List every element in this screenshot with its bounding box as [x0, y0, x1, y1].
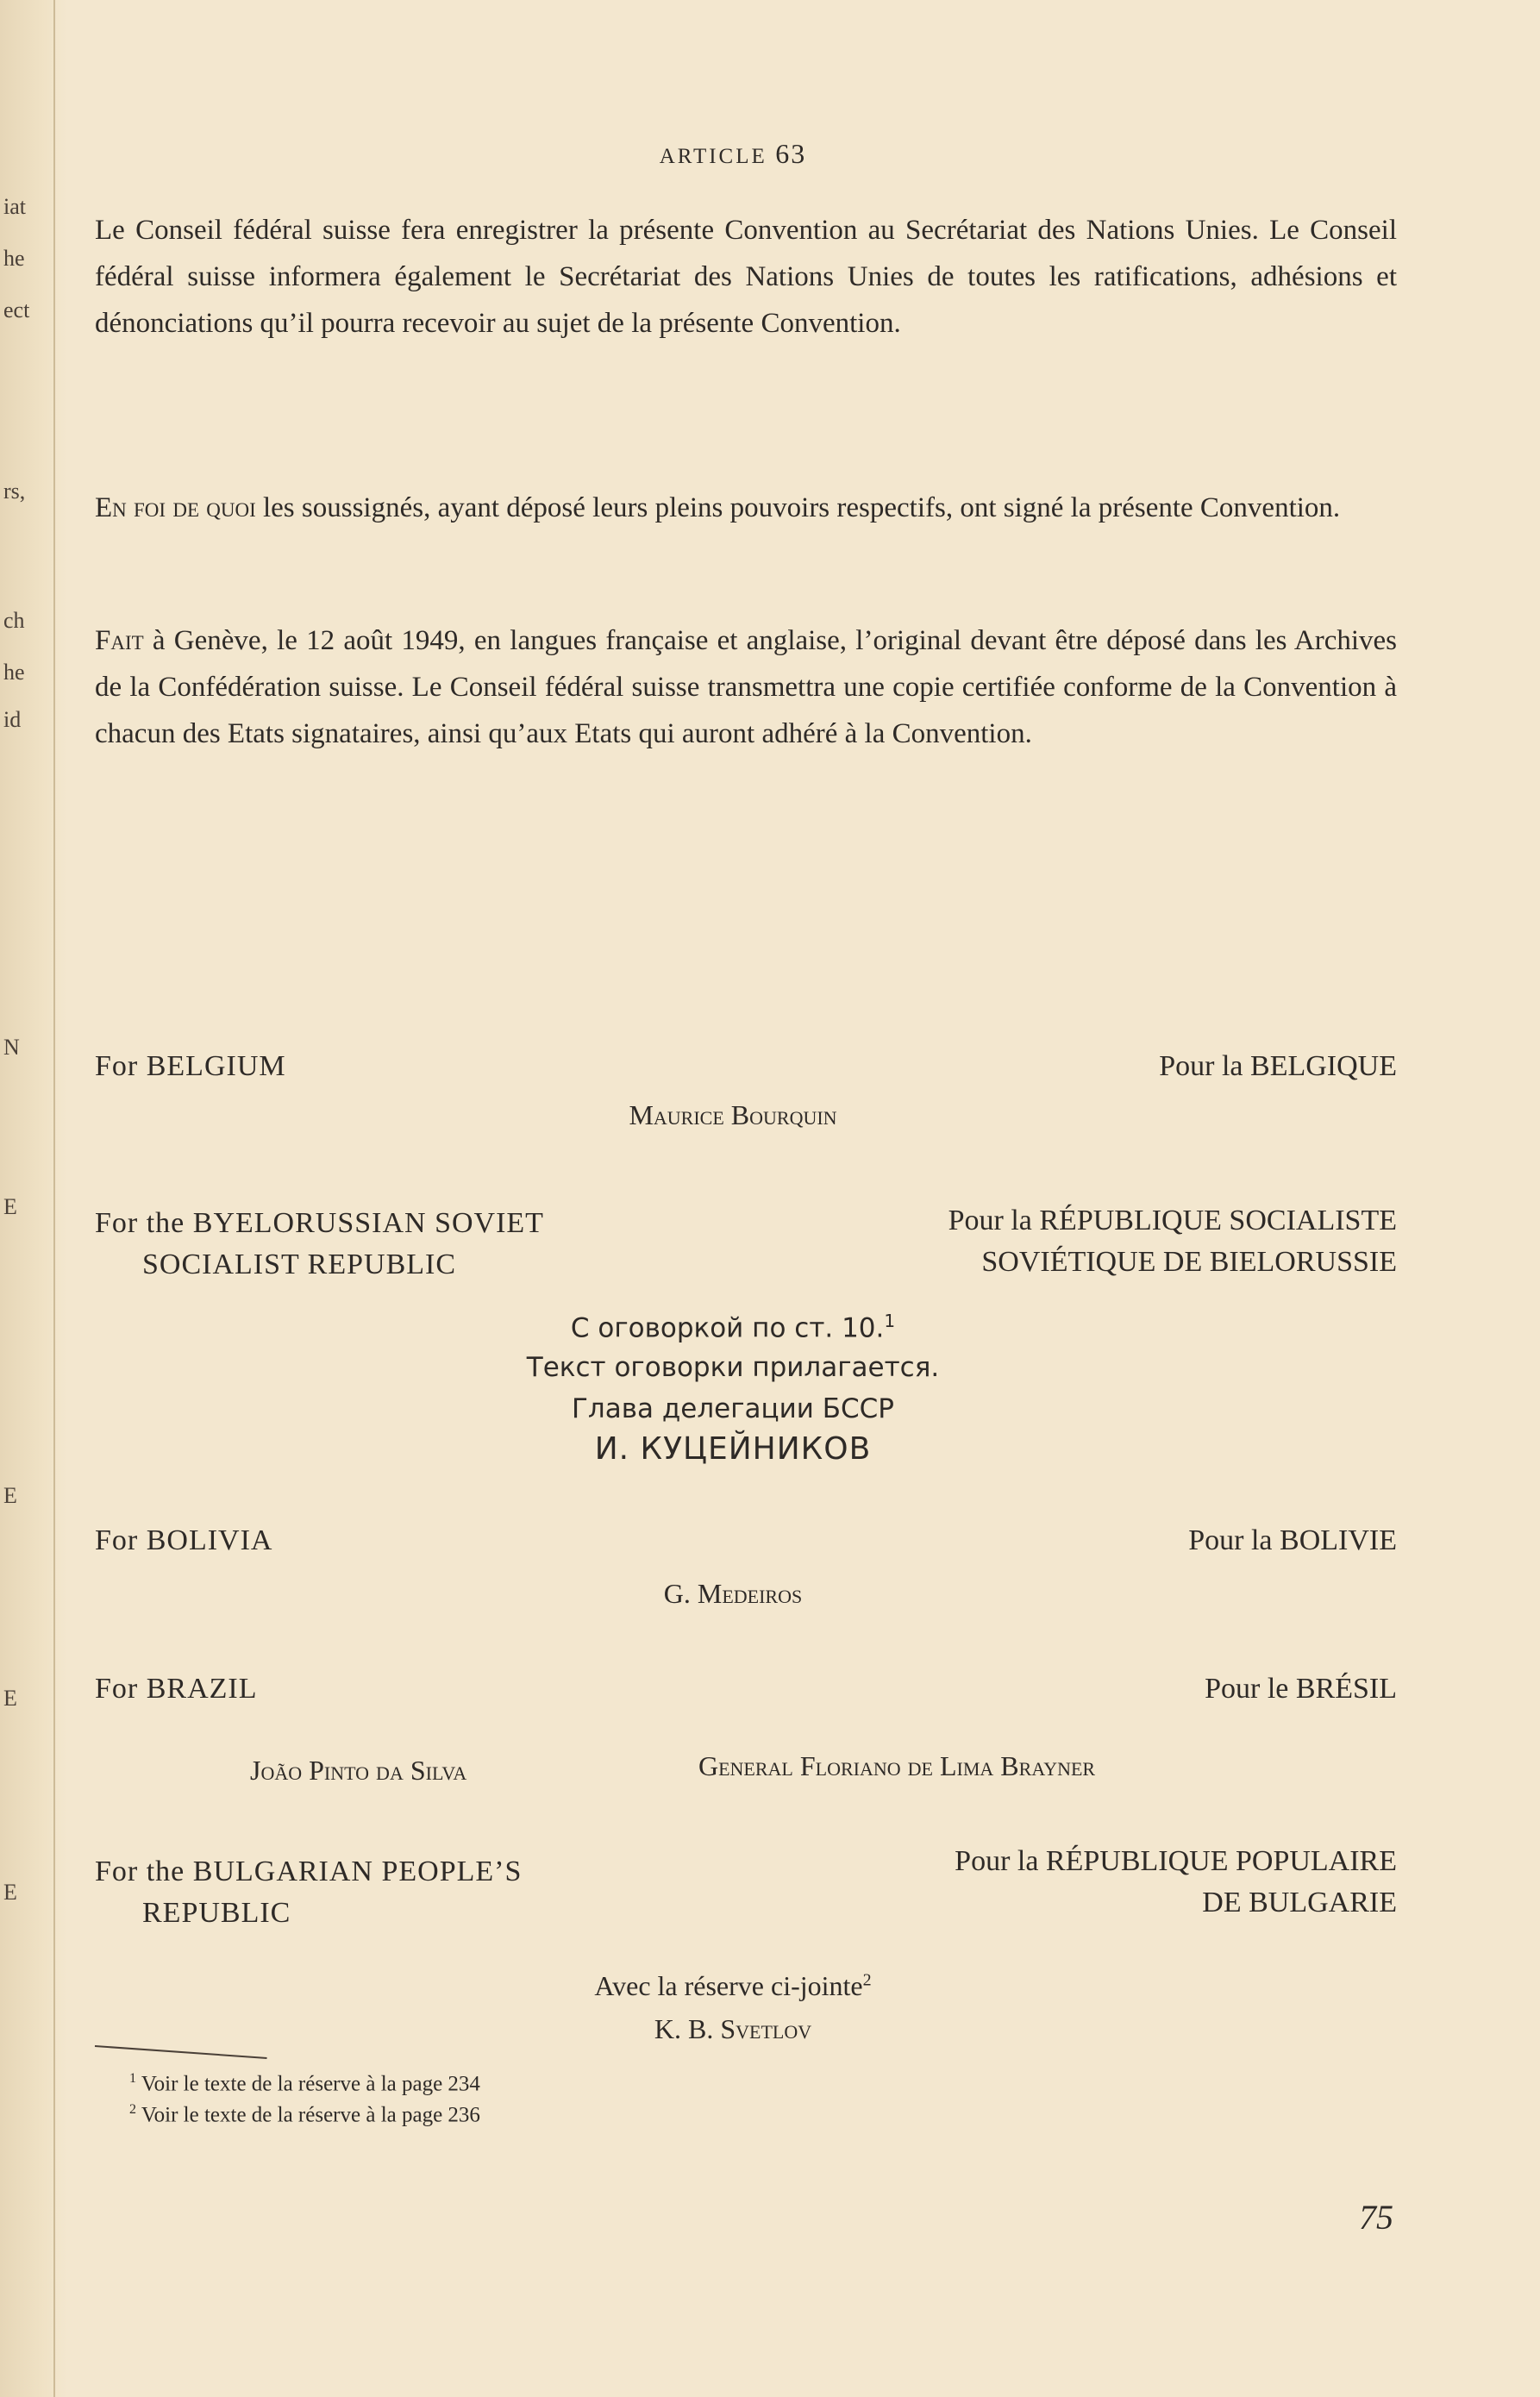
signer-brazil-left: João Pinto da Silva [250, 1755, 467, 1786]
signatory-brazil-en: For BRAZIL [95, 1673, 258, 1705]
gutter-fragment: rs, [3, 479, 26, 504]
signatory-bolivia-fr: Pour la BOLIVIE [1188, 1524, 1397, 1556]
paragraph-lead: En foi de quoi [95, 492, 256, 523]
gutter-fragment: E [3, 1483, 17, 1508]
signatory-bulgaria-fr-line2: DE BULGARIE [1202, 1887, 1397, 1918]
paragraph-body: Conseil fédéral suisse fera enregistrer la présente Convention au Secrétariat des Nations Unies. Le Conseil fédéral suisse informera également le Secrétariat des Nations Unies de toutes les ratifications, adhésions et dénonciations qu’il pourra recevoir au sujet de la présente Convention. [95, 215, 1398, 339]
byelorussia-reservation-line2: Текст оговорки прилагается. [526, 1352, 940, 1383]
paragraph-registration [95, 207, 1397, 347]
signer-bolivia: G. Medeiros [663, 1578, 803, 1609]
gutter-fragment: ch [3, 608, 25, 633]
article-heading [0, 138, 1466, 170]
byelorussia-delegation-head: Глава делегации БССР [571, 1393, 894, 1424]
footnote-mark: 1 [129, 2071, 136, 2086]
signatory-belgium-fr: Pour la BELGIQUE [1159, 1050, 1397, 1082]
signatory-belgium-en: For BELGIUM [95, 1050, 286, 1082]
signatory-byelorussia-en-line2: SOCIALIST REPUBLIC [142, 1249, 457, 1280]
signatory-byelorussia-fr-line2: SOVIÉTIQUE DE BIELORUSSIE [981, 1246, 1397, 1278]
reservation-text: Avec la réserve ci-jointe [594, 1970, 863, 2001]
signatory-byelorussia-en-line1: For the BYELORUSSIAN SOVIET [95, 1207, 544, 1239]
signer-belgium: Maurice Bourquin [629, 1099, 837, 1130]
footnote-2 [129, 2102, 480, 2127]
signatory-brazil-fr: Pour le BRÉSIL [1205, 1673, 1397, 1705]
footnote-marker: 2 [862, 1970, 872, 1990]
signer-bulgaria: K. B. Svetlov [654, 2013, 812, 2044]
gutter-fragment: iat [3, 194, 26, 219]
signatory-bulgaria-fr-line1: Pour la RÉPUBLIQUE POPULAIRE [955, 1845, 1397, 1877]
signatory-bulgaria-en-line2: REPUBLIC [142, 1897, 291, 1929]
signatory-bulgaria-en-line1: For the BULGARIAN PEOPLE’S [95, 1856, 523, 1887]
footnote-rule [95, 2045, 267, 2059]
gutter-fragment: he [3, 246, 25, 271]
gutter-fragment: E [3, 1686, 17, 1711]
article-label: ARTICLE [659, 145, 767, 168]
gutter-fragment: E [3, 1194, 17, 1219]
paragraph-done-at-geneva [95, 617, 1397, 757]
paragraph-lead: Fait [95, 625, 144, 656]
signer-brazil-right: General Floriano de Lima Brayner [698, 1750, 1096, 1781]
signer-byelorussia: И. КУЦЕЙНИКОВ [594, 1431, 872, 1467]
paragraph-body: les soussignés, ayant déposé leurs pleins pouvoirs respectifs, ont signé la présente Convention. [262, 492, 1341, 523]
gutter-fragment: N [3, 1035, 20, 1060]
paragraph-body: à Genève, le 12 août 1949, en langues française et anglaise, l’original devant être déposé dans les Archives de la Confédération suisse. Le Conseil fédéral suisse transmettra une copie certifiée conforme de la Convention à chacun des Etats signataires, ainsi qu’aux Etats qui auront adhéré à la Convention. [95, 625, 1398, 749]
signatory-bolivia-en: For BOLIVIA [95, 1524, 273, 1556]
footnote-text: Voir le texte de la réserve à la page 234 [141, 2072, 480, 2096]
footnote-mark: 2 [129, 2102, 136, 2117]
reservation-text: С оговоркой по ст. 10. [570, 1312, 885, 1344]
footnote-marker: 1 [884, 1311, 896, 1331]
signatory-byelorussia-fr-line1: Pour la RÉPUBLIQUE SOCIALISTE [948, 1205, 1397, 1236]
article-number: 63 [775, 138, 807, 169]
paragraph-in-witness [95, 485, 1397, 531]
paragraph-lead: Le [95, 215, 125, 246]
gutter-fragment: id [3, 707, 22, 732]
footnote-1 [129, 2071, 480, 2096]
gutter-fragment: he [3, 660, 25, 685]
page-number: 75 [1359, 2198, 1393, 2237]
footnote-text: Voir le texte de la réserve à la page 236 [141, 2103, 480, 2127]
gutter-fragment: ect [3, 297, 30, 322]
gutter-fragment: E [3, 1880, 17, 1905]
bulgaria-reservation [0, 1970, 1466, 2002]
byelorussia-reservation-line1 [0, 1311, 1466, 1343]
